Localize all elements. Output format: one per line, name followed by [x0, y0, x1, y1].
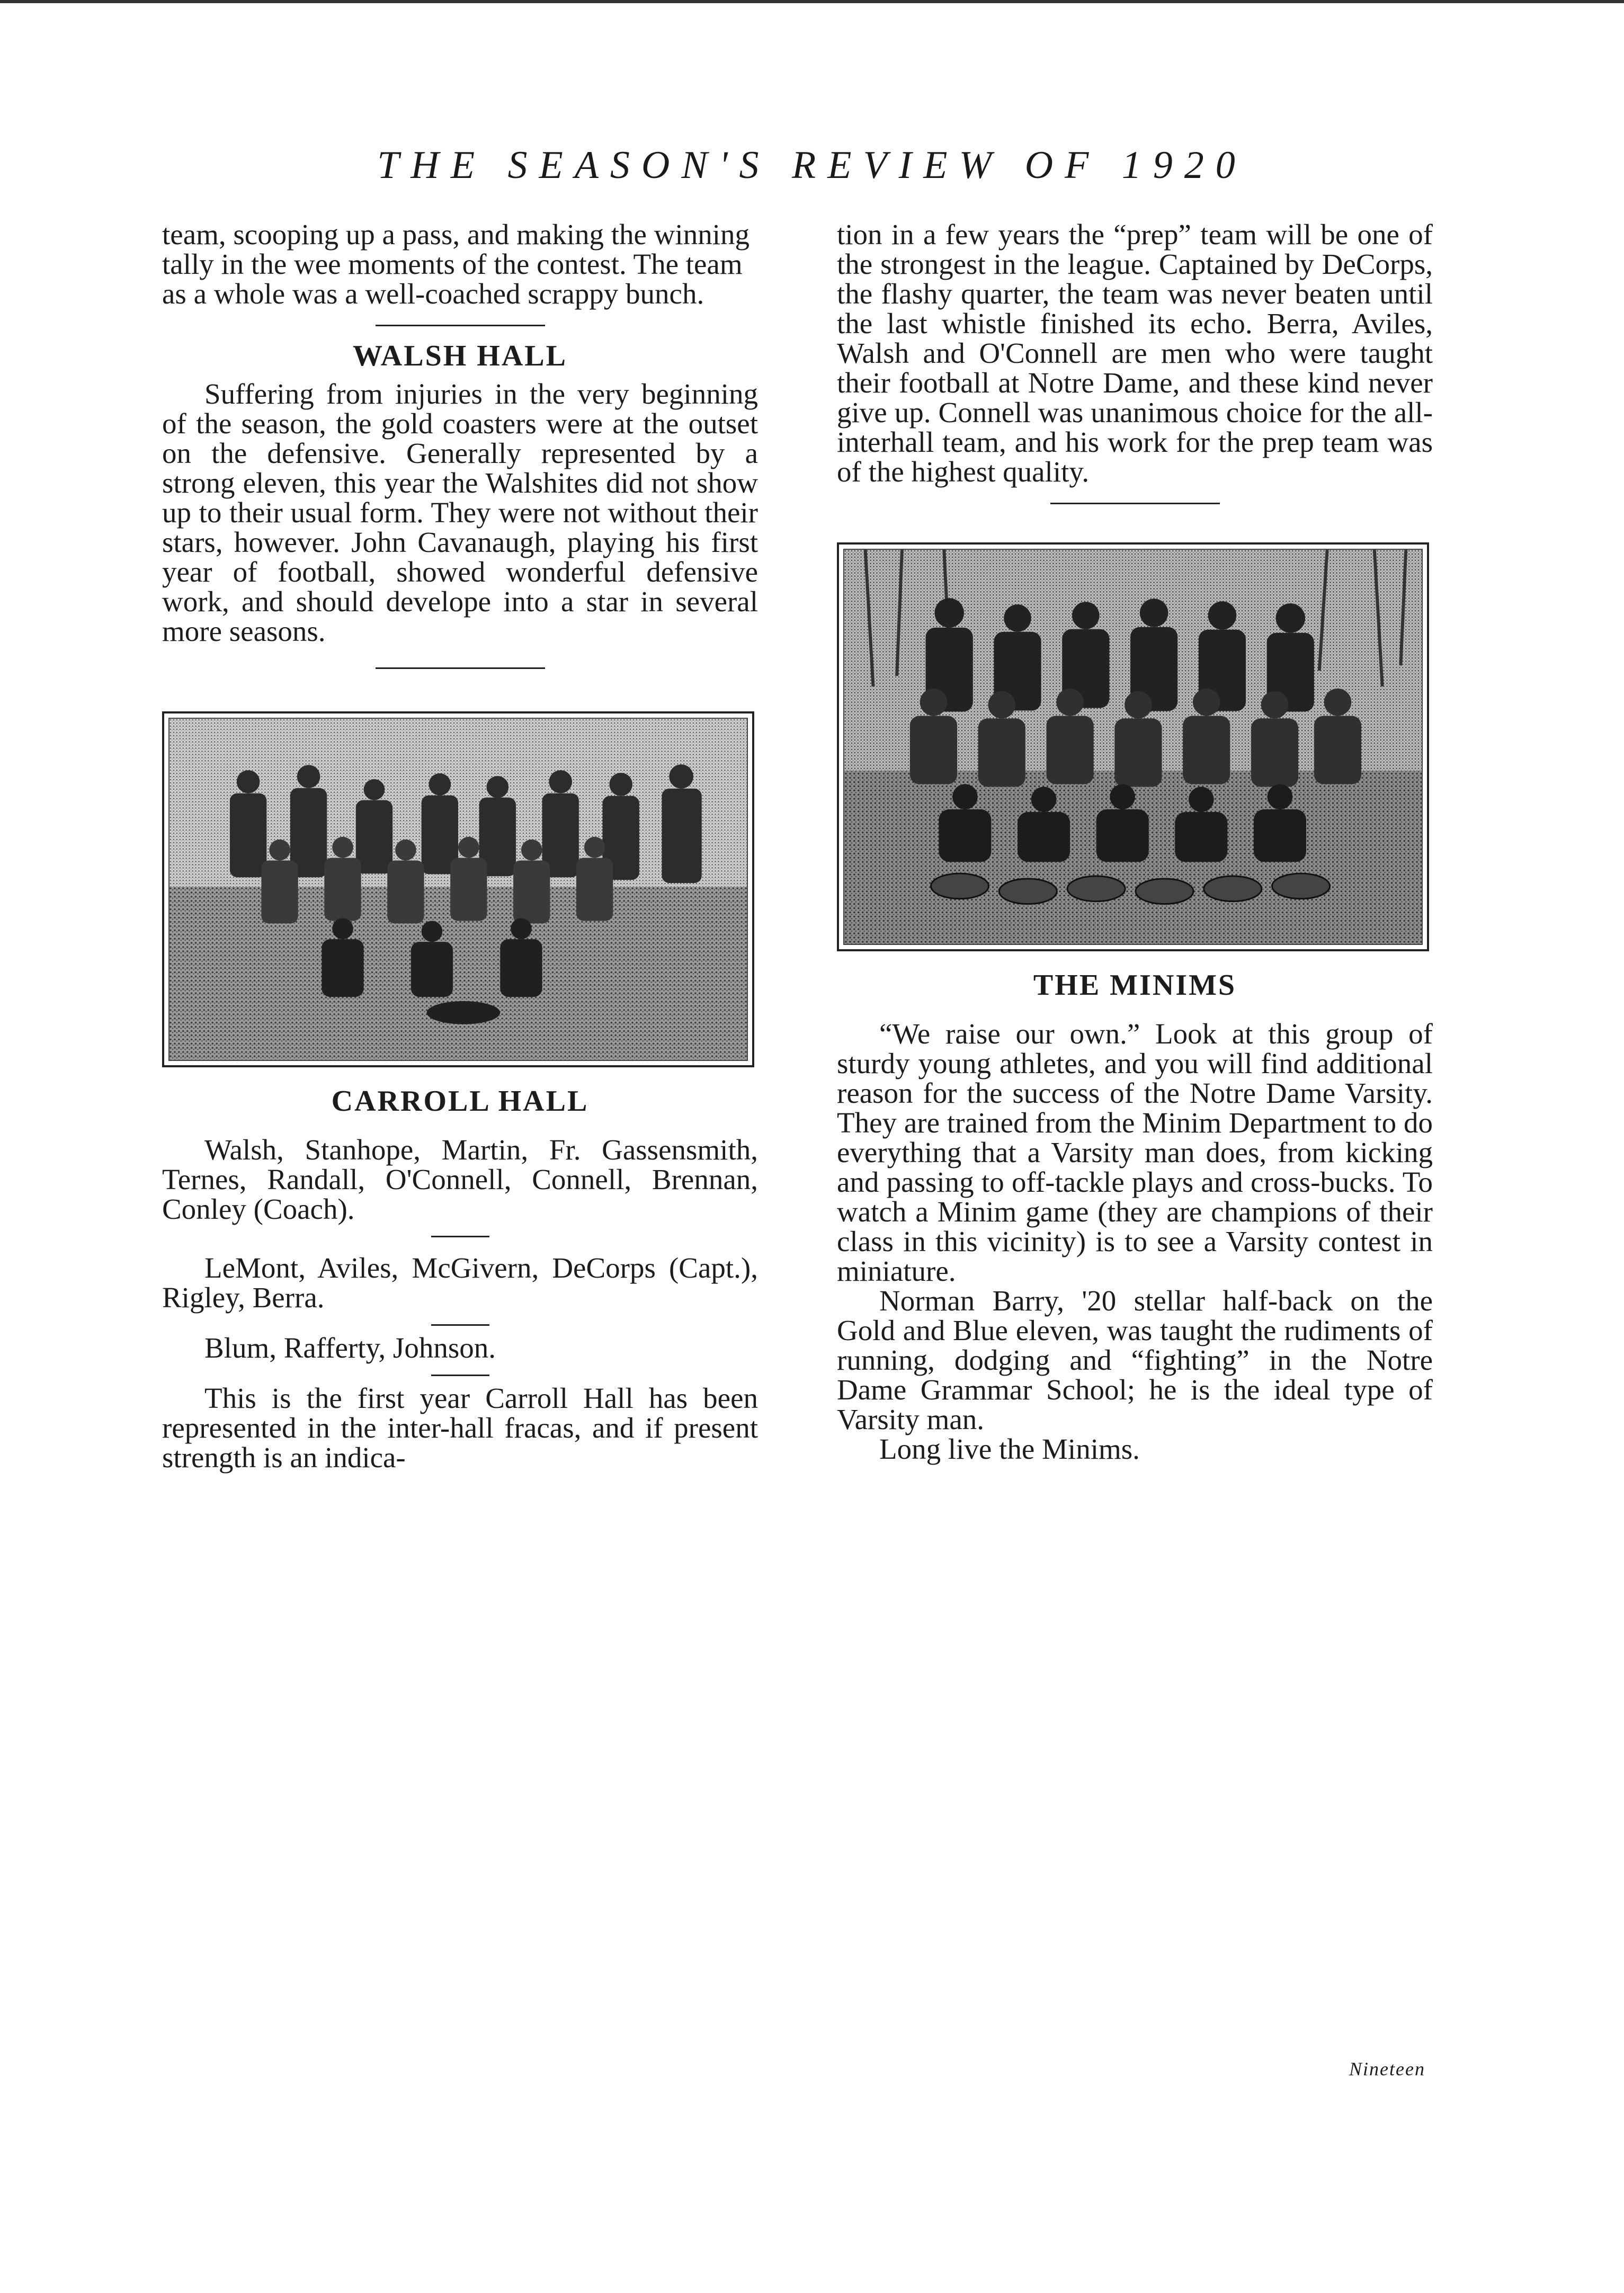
page-number: Nineteen	[1349, 2058, 1425, 2080]
minims-paragraph-1: “We raise our own.” Look at this group of sturdy young athletes, and you will find additional reason for the success of the Notre Dame Varsity. They are trained from the Minim Department to do everything that a Varsity man does, from kicking and passing to off-tackle plays and cross-bucks. To watch a Minim game (they are champions of their class in this vicinity) is to see a Varsity contest in miniature.	[837, 1018, 1433, 1287]
intro-paragraph: team, scooping up a pass, and making the winning tally in the wee moments of the contest. The team as a whole was a well-coached scrappy bunch.	[162, 218, 749, 310]
walsh-hall-heading: WALSH HALL	[353, 340, 567, 372]
carroll-hall-roster-row-2: LeMont, Aviles, McGivern, DeCorps (Capt.), Rigley, Berra.	[162, 1252, 758, 1314]
carroll-hall-roster-row-3: Blum, Rafferty, Johnson.	[204, 1332, 496, 1364]
carroll-hall-roster-row-1: Walsh, Stanhope, Martin, Fr. Gassensmith, Ternes, Randall, O'Connell, Connell, Brennan, Conley (Coach).	[162, 1134, 758, 1225]
carroll-hall-team-photo	[162, 711, 754, 1067]
running-title: THE SEASON'S REVIEW OF 1920	[377, 144, 1247, 187]
page-top-rule	[0, 0, 1624, 3]
minims-heading: THE MINIMS	[1033, 969, 1237, 1002]
carroll-hall-heading: CARROLL HALL	[331, 1085, 589, 1118]
carroll-hall-photo-image	[169, 719, 747, 1060]
left-column	[162, 220, 758, 1473]
minims-photo-image	[844, 550, 1422, 944]
continuation-paragraph: tion in a few years the “prep” team will be one of the strongest in the league. Captained by DeCorps, the flashy quarter, the team was never beaten until the last whistle finished its echo. Berra, Aviles, Walsh and O'Connell are men who were taught their football at Notre Dame, and these kind never give up. Connell was unanimous choice for the all-interhall team, and his work for the prep team was of the highest quality.	[837, 218, 1433, 488]
walsh-hall-paragraph: Suffering from injuries in the very beginning of the season, the gold coasters were at the outset on the defensive. Generally represented by a strong eleven, this year the Walshites did not show up to their usual form. They were not without their stars, however. John Cavanaugh, playing his first year of football, showed wonderful defensive work, and should develope into a star in several more seasons.	[162, 378, 758, 647]
minims-team-photo	[837, 542, 1429, 951]
minims-paragraph-3: Long live the Minims.	[879, 1433, 1140, 1465]
right-column	[837, 220, 1433, 1464]
carroll-hall-paragraph: This is the first year Carroll Hall has been represented in the inter-hall fracas, and if present strength is an indica-	[162, 1382, 758, 1474]
minims-paragraph-2: Norman Barry, '20 stellar half-back on the Gold and Blue eleven, was taught the rudiments of running, dodging and “fighting” in the Notre Dame Grammar School; he is the ideal type of Varsity man.	[837, 1284, 1433, 1435]
